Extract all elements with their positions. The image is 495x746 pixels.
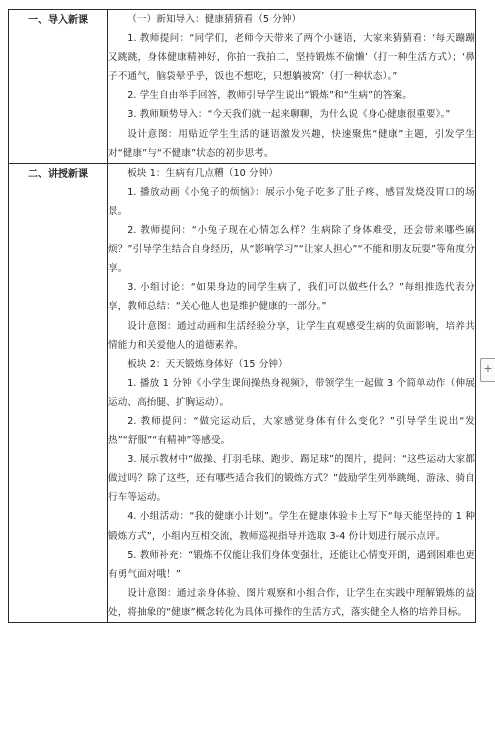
paragraph: 1. 播放动画《小兔子的烦恼》：展示小兔子吃多了肚子疼、感冒发烧没胃口的场景。	[108, 186, 475, 217]
paragraph: 设计意图：通过动画和生活经验分享，让学生直观感受生病的负面影响，培养共情能力和关爱他人的道德素养。	[108, 320, 475, 351]
plus-icon: +	[483, 362, 493, 375]
paragraph: 1. 播放 1 分钟《小学生课间操热身视频》，带领学生一起做 3 个简单动作（伸展运动、高抬腿、扩胸运动）。	[108, 377, 475, 408]
paragraph: 5. 教师补充：“锻炼不仅能让我们身体变强壮，还能让心情变开朗，遇到困难也更有勇气面对哦！”	[108, 549, 475, 580]
paragraph: （一）新知导入：健康猜猜看（5 分钟）	[127, 14, 302, 25]
section-label-cell	[9, 10, 108, 164]
paragraph: 板块 1：生病有几点糟（10 分钟）	[127, 167, 279, 179]
paragraph: 1. 教师提问：“同学们，老师今天带来了两个小谜语，大家来猜猜看：‘每天蹦蹦又跳跳，身体健康精神好，你拍一我拍二，坚持锻炼不偷懒’（打一种生活方式）；‘鼻子不通气，脑袋晕乎乎，饭也不想吃，只想躺被窝’（打一种状态）。”	[108, 33, 475, 83]
paragraph: 设计意图：用贴近学生生活的谜语激发兴趣，快速聚焦“健康”主题，引发学生对“健康”与“不健康”状态的初步思考。	[108, 128, 475, 159]
paragraph: 2. 教师提问：“小兔子现在心情怎么样？生病除了身体难受，还会带来哪些麻烦？”引导学生结合自身经历，从“影响学习”“让家人担心”“不能和朋友玩耍”等角度分享。	[108, 225, 475, 275]
section-label: 一、导入新课	[28, 15, 88, 26]
section-row-teaching	[9, 163, 476, 622]
section-content-cell	[108, 163, 476, 622]
paragraph: 2. 学生自由举手回答，教师引导学生说出“锻炼”和“生病”的答案。	[127, 90, 413, 102]
paragraph: 4. 小组活动：“我的健康小计划”。学生在健康体验卡上写下“每天能坚持的 1 种锻炼方式”，小组内互相交流，教师巡视指导并选取 3-4 份计划进行展示点评。	[108, 511, 475, 542]
paragraph: 2. 教师提问：“做完运动后，大家感觉身体有什么变化？”引导学生说出“发热”“舒服”“有精神”等感受。	[108, 415, 475, 447]
section-label: 二、讲授新课	[28, 168, 88, 180]
paragraph: 板块 2：天天锻炼身体好（15 分钟）	[127, 358, 288, 370]
section-label-cell	[9, 163, 108, 622]
add-row-button[interactable]	[480, 358, 495, 382]
paragraph: 3. 展示教材中“做操、打羽毛球、跑步、踢足球”的图片，提问：“这些运动大家都做过吗？除了这些，还有哪些适合我们的锻炼方式？”鼓励学生列举跳绳、游泳、骑自行车等运动。	[108, 454, 475, 504]
section-row-intro	[9, 10, 476, 164]
section-content-cell	[108, 10, 476, 164]
lesson-plan-table	[8, 9, 476, 623]
paragraph: 设计意图：通过亲身体验、图片观察和小组合作，让学生在实践中理解锻炼的益处，将抽象的“健康”概念转化为具体可操作的生活方式，落实健全人格的培养目标。	[108, 587, 475, 618]
paragraph: 3. 小组讨论：“如果身边的同学生病了，我们可以做些什么？”每组推选代表分享，教师总结：“关心他人也是维护健康的一部分。”	[108, 282, 475, 313]
paragraph: 3. 教师顺势导入：“今天我们就一起来聊聊，为什么说《身心健康很重要》。”	[127, 109, 451, 121]
